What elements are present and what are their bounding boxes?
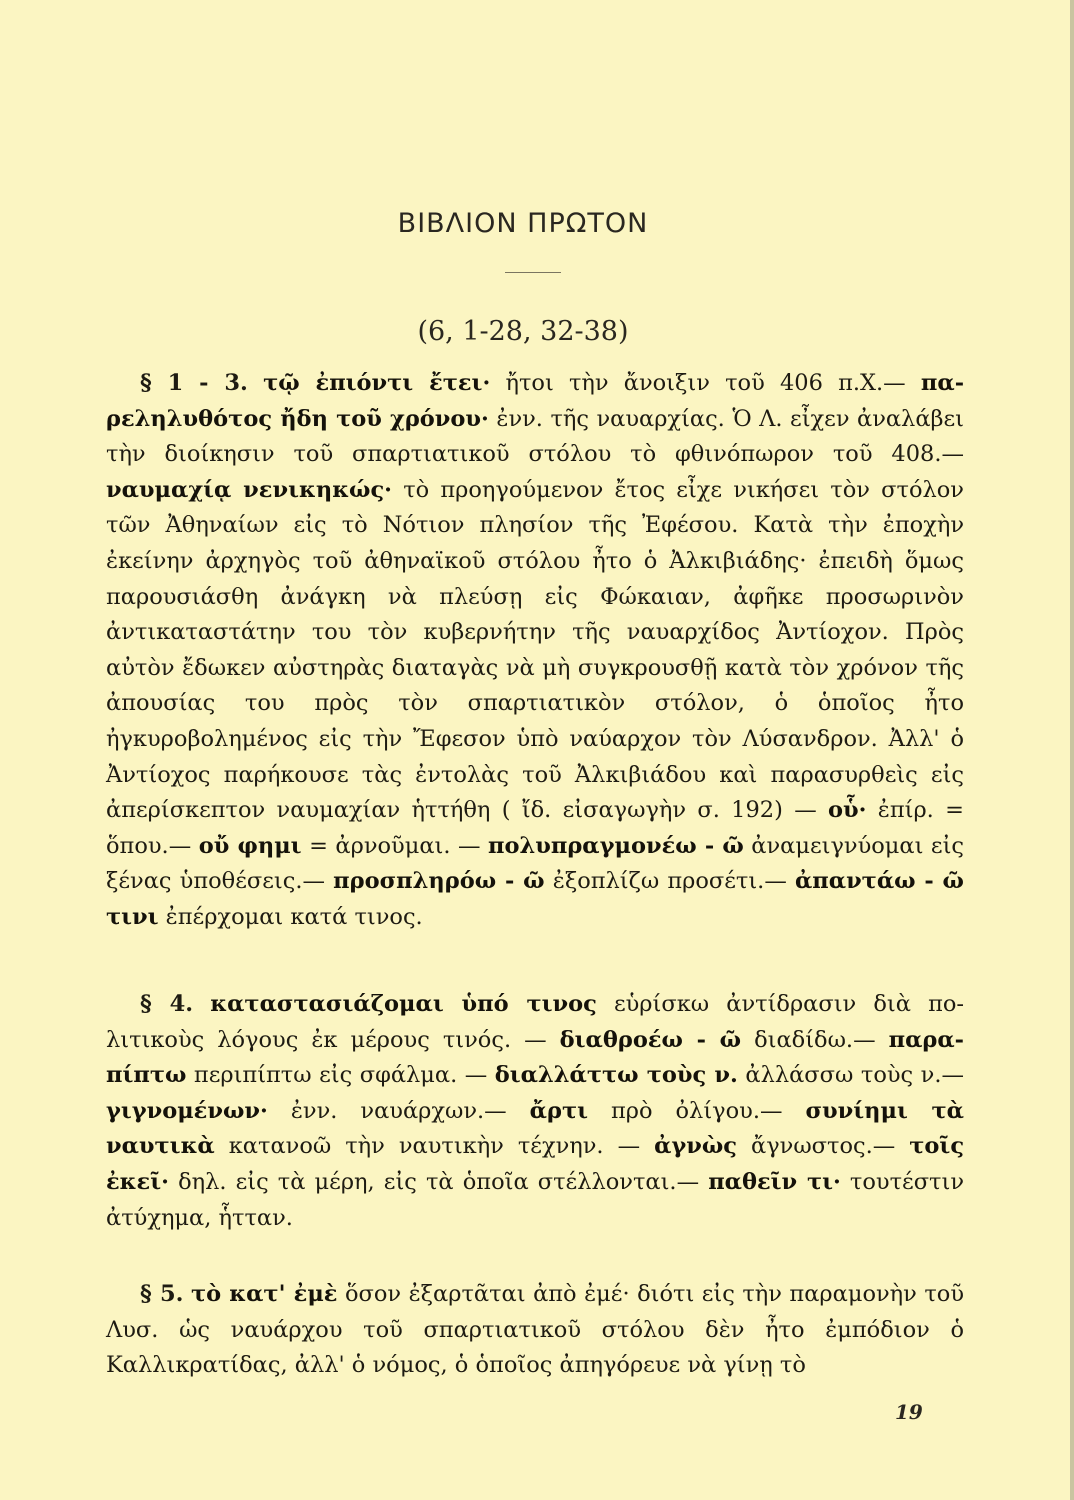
gloss-text: περιπίπτω εἰς σφάλμα. — <box>186 1062 495 1089</box>
section-4 <box>106 987 964 1236</box>
gloss-text: ἀλλάσσω τοὺς ν.— <box>737 1062 964 1089</box>
chapter-range: (6, 1-28, 32-38) <box>417 316 629 347</box>
gloss-text: τουτέστιν ἀτύχημα, ἧτταν. <box>106 1168 965 1231</box>
section-mark: § 5. <box>140 1281 184 1307</box>
gloss-text: ἤτοι τὴν ἄνοιξιν τοῦ 406 π.Χ.— <box>490 370 921 396</box>
lemma-term: παθεῖν τι· <box>708 1168 841 1195</box>
lemma-term: ἀγνὼς <box>654 1133 737 1160</box>
gloss-text: πρὸ ὀλίγου.— <box>587 1097 806 1124</box>
section-1-3 <box>106 366 964 936</box>
lemma-term: πολυπραγμονέω - ῶ <box>488 832 744 859</box>
lemma-term: τῷ ἐπιόντι ἔτει· <box>263 370 491 396</box>
gloss-text: ὅσον ἐξαρτᾶται ἀπὸ ἐμέ· διότι εἰς τὴν παραμονὴν τοῦ Λυσ. ὡς ναυάρχου τοῦ σπαρτιατικοῦ στόλου δὲν ἦτο ἐμπόδιον ὁ Καλλικρατίδας, ἀλλ' ὁ νόμος, ὁ ὁποῖος ἀπηγόρευε νὰ γίνῃ τὸ <box>106 1281 965 1379</box>
gloss-text: διαδίδω.— <box>741 1026 889 1053</box>
lemma-term: οὔ φημι <box>198 832 302 859</box>
section-text <box>106 1281 964 1378</box>
title-rule <box>505 272 561 273</box>
section-text <box>106 991 964 1231</box>
lemma-term: ναυμαχίᾳ νενικηκώς· <box>106 476 393 503</box>
page-edge <box>1070 0 1074 1500</box>
gloss-text: ἐξοπλίζω προσέτι.— <box>544 868 795 895</box>
lemma-term: διαθροέω - ῶ <box>559 1026 742 1053</box>
gloss-text: ἐπίρ. = ὅπου.— <box>106 797 964 859</box>
gloss-text: ἐνν. τῆς ναυαρχίας. Ὁ Λ. εἶχεν ἀναλάβει τὴν διοίκησιν τοῦ σπαρτιατικοῦ στόλου τὸ φθινόπωρον τοῦ 408.— <box>106 405 965 468</box>
gloss-text: ἀναμειγνύομαι εἰς ξένας ὑποθέσεις.— <box>106 832 964 895</box>
lemma-term: οὗ· <box>828 797 867 824</box>
book-title: ΒΙΒΛΙΟΝ ΠΡΩΤΟΝ <box>397 208 649 239</box>
section-mark: § 1 - 3. <box>140 370 248 396</box>
gloss-text: εὑρίσκω ἀντίδρασιν διὰ πολιτικοὺς λόγους ἐκ μέρους τινός. — <box>106 991 965 1053</box>
lemma-term: τοῖς ἐκεῖ· <box>106 1133 965 1195</box>
lemma-term: προσπληρόω - ῶ <box>333 868 545 895</box>
lemma-term: καταστασιάζομαι ὑπό τινος <box>210 991 597 1017</box>
lemma-term: συνίημι τὰ ναυτικὰ <box>106 1097 964 1160</box>
lemma-term: παραπίπτω <box>106 1026 965 1089</box>
page-number: 19 <box>895 1400 923 1424</box>
gloss-text: δηλ. εἰς τὰ μέρη, εἰς τὰ ὁποῖα στέλλονται.— <box>168 1168 709 1195</box>
section-5 <box>106 1277 964 1384</box>
section-mark: § 4. <box>140 991 194 1017</box>
gloss-text: ἄγνωστος.— <box>737 1133 910 1160</box>
lemma-term: διαλλάττω τοὺς ν. <box>494 1062 738 1089</box>
gloss-text: ἐνν. ναυάρχων.— <box>267 1097 530 1124</box>
gloss-text: κατανοῶ τὴν ναυτικὴν τέχνην. — <box>214 1133 655 1160</box>
lemma-term: ἄρτι <box>529 1097 588 1124</box>
gloss-text: ἐπέρχομαι κατά τινος. <box>158 903 423 930</box>
section-text <box>106 370 964 930</box>
lemma-term: ἀπαντάω - ῶ τινι <box>106 868 964 930</box>
lemma-term: γιγνομένων· <box>106 1097 268 1124</box>
gloss-text: = ἀρνοῦμαι. — <box>301 832 489 859</box>
lemma-term: τὸ κατ' ἐμὲ <box>190 1281 338 1307</box>
gloss-text: τὸ προηγούμενον ἔτος εἶχε νικήσει τὸν στόλον τῶν Ἀθηναίων εἰς τὸ Νότιον πλησίον τῆς Ἐφέσου. Κατὰ τὴν ἐποχὴν ἐκείνην ἀρχηγὸς τοῦ ἀθηναϊκοῦ στόλου ἦτο ὁ Ἀλκιβιάδης· ἐπειδὴ ὅμως παρουσιάσθη ἀνάγκη νὰ πλεύσῃ εἰς Φώκαιαν, ἀφῆκε προσωρινὸν ἀντικαταστάτην του τὸν κυβερνήτην τῆς ναυαρχίδος Ἀντίοχον. Πρὸς αὐτὸν ἔδωκεν αὐστηρὰς διαταγὰς νὰ μὴ συγκρουσθῇ κατὰ τὸν χρόνον τῆς ἀπουσίας του πρὸς τὸν σπαρτιατικὸν στόλον, ὁ ὁποῖος ἦτο ἠγκυροβολημένος εἰς τὴν Ἔφεσον ὑπὸ ναύαρχον τὸν Λύσανδρον. Ἀλλ' ὁ Ἀντίοχος παρήκουσε τὰς ἐντολὰς τοῦ Ἀλκιβιάδου καὶ παρασυρθεὶς εἰς ἀπερίσκεπτον ναυμαχίαν ἡττήθη ( ἴδ. εἰσαγωγὴν σ. 192) — <box>106 476 964 824</box>
lemma-term: παρεληλυθότος ἤδη τοῦ χρόνου· <box>106 370 965 432</box>
